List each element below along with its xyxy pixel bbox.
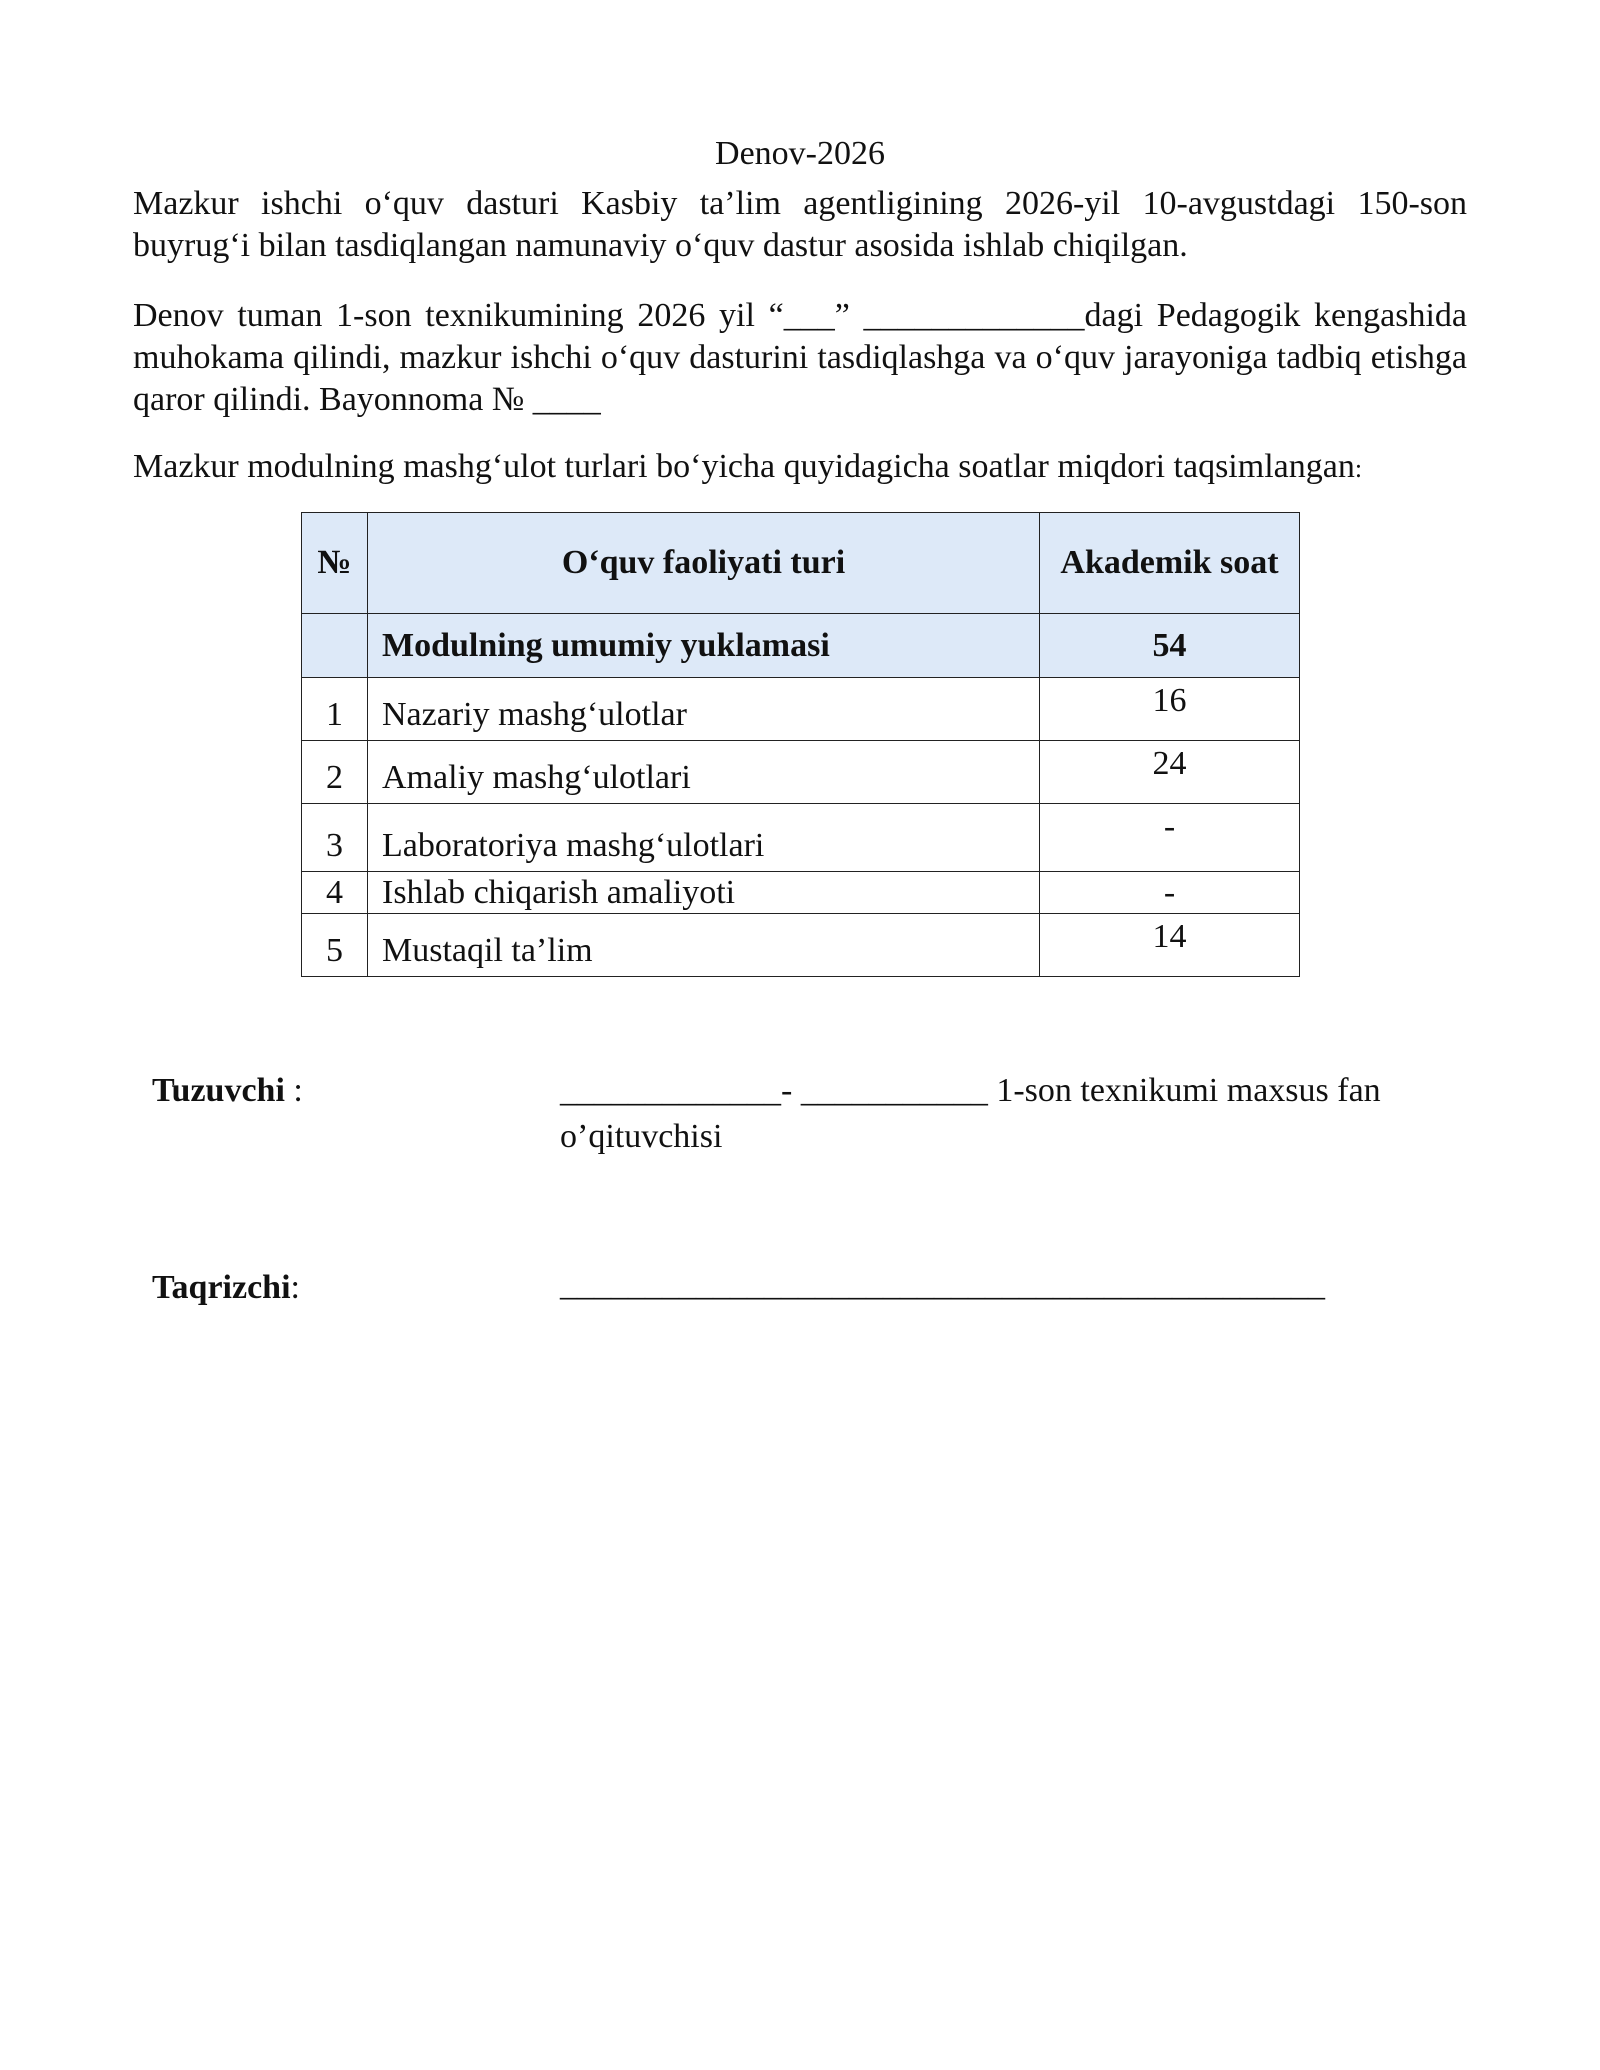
row-value: - [1040,872,1300,914]
row-label: Ishlab chiqarish amaliyoti [368,872,1040,914]
compiler-colon: : [284,1072,303,1109]
hours-intro-text: Mazkur modulning mashg‘ulot turlari bo‘yicha quyidagicha soatlar miqdori taqsimlangan [133,448,1355,485]
hours-intro-paragraph [133,446,1467,490]
row-number: 4 [302,872,368,914]
table-header-row [302,513,1300,614]
compiler-label-block [152,1070,303,1112]
compiler-label: Tuzuvchi [152,1072,285,1109]
reviewer-label-block [152,1267,300,1309]
table-row [302,872,1300,914]
row-label: Laboratoriya mashg‘ulotlari [368,804,1040,872]
row-label: Nazariy mashg‘ulotlar [368,678,1040,741]
reviewer-colon: : [290,1269,300,1306]
total-label: Modulning umumiy yuklamasi [368,614,1040,678]
total-number [302,614,368,678]
row-number: 5 [302,914,368,977]
row-number: 1 [302,678,368,741]
header-hours: Akademik soat [1040,513,1300,614]
document-title: Denov-2026 [715,135,885,172]
row-label: Mustaqil ta’lim [368,914,1040,977]
row-value: - [1040,804,1300,872]
hours-intro-colon: : [1354,454,1363,483]
row-value: 14 [1040,914,1300,977]
compiler-signature-line: _____________- ___________ 1-son texnikumi maxsus fan o’qituvchisi [560,1072,1381,1155]
table-row [302,741,1300,804]
intro-paragraph: Mazkur ishchi o‘quv dasturi Kasbiy ta’lim agentligining 2026-yil 10-avgustdagi 150-son buyrug‘i bilan tasdiqlangan namunaviy o‘quv dastur asosida ishlab chiqilgan. [133,185,1467,264]
total-value: 54 [1040,614,1300,678]
table-row [302,914,1300,977]
reviewer-label: Taqrizchi [152,1269,291,1306]
row-value: 24 [1040,741,1300,804]
table-row [302,804,1300,872]
row-number: 2 [302,741,368,804]
row-number: 3 [302,804,368,872]
reviewer-signature-line: _____________________________________________ [560,1266,1325,1303]
table-row [302,678,1300,741]
row-label: Amaliy mashg‘ulotlari [368,741,1040,804]
row-value: 16 [1040,678,1300,741]
header-number: № [302,513,368,614]
header-activity: O‘quv faoliyati turi [368,513,1040,614]
table-total-row [302,614,1300,678]
hours-table [301,512,1300,977]
approval-paragraph: Denov tuman 1-son texnikumining 2026 yil “___” _____________dagi Pedagogik kengashida muhokama qilindi, mazkur ishchi o‘quv dasturini tasdiqlashga va o‘quv jarayoniga tadbiq etishga qaror qilindi. Bayonnoma № ____ [133,297,1467,418]
